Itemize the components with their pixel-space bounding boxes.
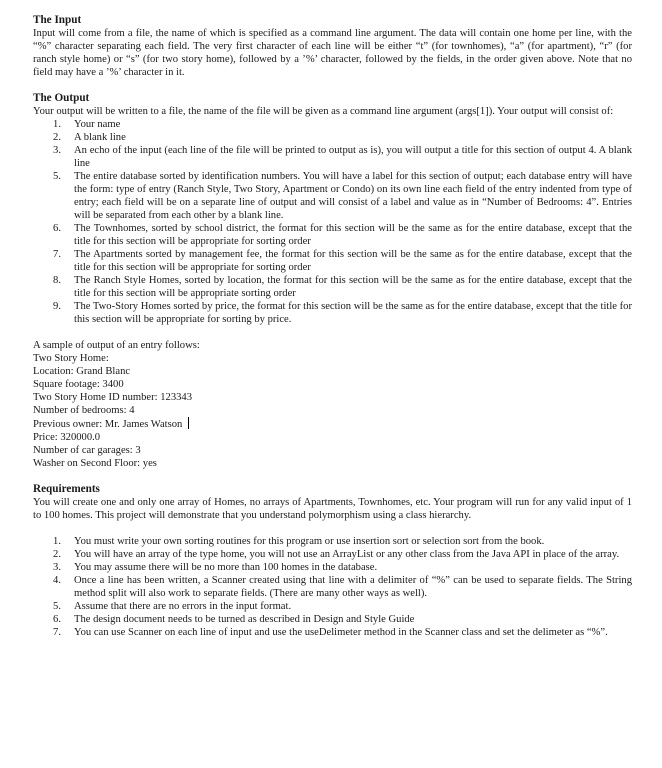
sample-intro: A sample of output of an entry follows: — [33, 340, 200, 351]
list-number: 6. — [53, 223, 61, 234]
requirements-list — [33, 535, 632, 639]
list-item — [33, 222, 632, 248]
list-number: 2. — [53, 132, 61, 143]
requirements-paragraph: You will create one and only one array of Homes, no arrays of Apartments, Townhomes, etc. Your program will run for any valid input of 1 to 100 homes. This project will demonstrate that you understand polymorphism using a class hierarchy. — [33, 497, 632, 521]
sample-line: Two Story Home ID number: 123343 — [33, 392, 193, 403]
list-item — [33, 131, 632, 144]
list-text: The design document needs to be turned as described in Design and Style Guide — [74, 614, 415, 625]
list-number: 7. — [53, 627, 61, 638]
list-number: 3. — [53, 145, 61, 156]
list-text: You must write your own sorting routines for this program or use insertion sort or selection sort from the book. — [74, 536, 545, 547]
output-paragraph: Your output will be written to a file, the name of the file will be given as a command line argument (args[1]). Your output will consist of: — [33, 106, 614, 117]
list-text: You may assume there will be no more than 100 homes in the database. — [74, 562, 378, 573]
requirements-section — [33, 483, 632, 639]
list-text: The Townhomes, sorted by school district, the format for this section will be the same as for the entire database, except that the title for this section will be appropriate for sorting order — [74, 223, 632, 247]
list-number: 2. — [53, 549, 61, 560]
output-section — [33, 92, 632, 326]
list-text: The Apartments sorted by management fee, the format for this section will be the same as for the entire database, except that the title for this section will be appropriate for sorting order — [74, 249, 632, 273]
list-number: 9. — [53, 301, 61, 312]
list-number: 5. — [53, 601, 61, 612]
list-text: You will have an array of the type home, you will not use an ArrayList or any other class from the Java API in place of the array. — [74, 549, 620, 560]
list-number: 4. — [53, 575, 61, 586]
list-item — [33, 118, 632, 131]
output-list — [33, 118, 632, 326]
list-text: Once a line has been written, a Scanner created using that line with a delimiter of “%” can be used to separate fields. The String method split will also work to separate fields. (There are many other ways as well). — [74, 575, 632, 599]
list-number: 3. — [53, 562, 61, 573]
list-text: The entire database sorted by identification numbers. You will have a label for this section of output; each database entry will have the form: type of entry (Ranch Style, Two Story, Apartment or Condo) on its own line each field of the entry indented from type of entry; each field will be on a separate line of output and will consist of a label and value as in “Number of Bedrooms: 4”. Entries will be separated from each other by a blank line. — [74, 171, 632, 221]
list-item — [33, 300, 632, 326]
list-number: 1. — [53, 536, 61, 547]
list-text: A blank line — [74, 132, 126, 143]
sample-line-with-cursor[interactable] — [33, 417, 632, 431]
list-item — [33, 274, 632, 300]
list-item — [33, 561, 632, 574]
input-heading: The Input — [33, 14, 82, 26]
list-item — [33, 600, 632, 613]
list-number: 6. — [53, 614, 61, 625]
input-paragraph: Input will come from a file, the name of which is specified as a command line argument. The data will contain one home per line, with the “%” character separating each field. The very first character of each line will be either “t” (for townhomes), “a” (for apartment), “r” (for ranch style home) or “s” (for two story home), followed by a ’%’ character, followed by the fields, in the order given above. Note that no field may have a ’%’ character in it. — [33, 28, 632, 78]
text-cursor — [188, 417, 189, 429]
list-number: 5. — [53, 171, 61, 182]
sample-output-section — [33, 339, 632, 470]
list-number: 7. — [53, 249, 61, 260]
list-text: An echo of the input (each line of the file will be printed to output as is), you will output a title for this section of output 4. A blank line — [74, 145, 632, 169]
sample-line: Washer on Second Floor: yes — [33, 458, 157, 469]
list-item — [33, 613, 632, 626]
sample-line: Location: Grand Blanc — [33, 366, 131, 377]
list-text: The Ranch Style Homes, sorted by location, the format for this section will be the same as for the entire database, except that the title for this section will be appropriate sorting order — [74, 275, 632, 299]
list-text: The Two-Story Homes sorted by price, the format for this section will be the same as for the entire database, except that the title for this section will be appropriate for sorting by price. — [74, 301, 633, 325]
output-heading: The Output — [33, 92, 90, 104]
sample-line: Square footage: 3400 — [33, 379, 124, 390]
sample-line: Number of car garages: 3 — [33, 445, 141, 456]
list-number: 8. — [53, 275, 61, 286]
list-item — [33, 574, 632, 600]
list-item — [33, 626, 632, 639]
list-text: You can use Scanner on each line of input and use the useDelimeter method in the Scanner class and set the delimeter as “%”. — [74, 627, 608, 638]
list-item — [33, 248, 632, 274]
list-item — [33, 170, 632, 222]
sample-line: Price: 320000.0 — [33, 432, 101, 443]
list-number: 1. — [53, 119, 61, 130]
requirements-heading: Requirements — [33, 483, 100, 495]
sample-line: Number of bedrooms: 4 — [33, 405, 135, 416]
sample-line: Previous owner: Mr. James Watson — [33, 419, 183, 430]
list-item — [33, 535, 632, 548]
input-section — [33, 14, 632, 79]
list-item — [33, 548, 632, 561]
sample-line: Two Story Home: — [33, 353, 109, 364]
list-text: Your name — [74, 119, 121, 130]
list-text: Assume that there are no errors in the input format. — [74, 601, 292, 612]
list-item — [33, 144, 632, 170]
